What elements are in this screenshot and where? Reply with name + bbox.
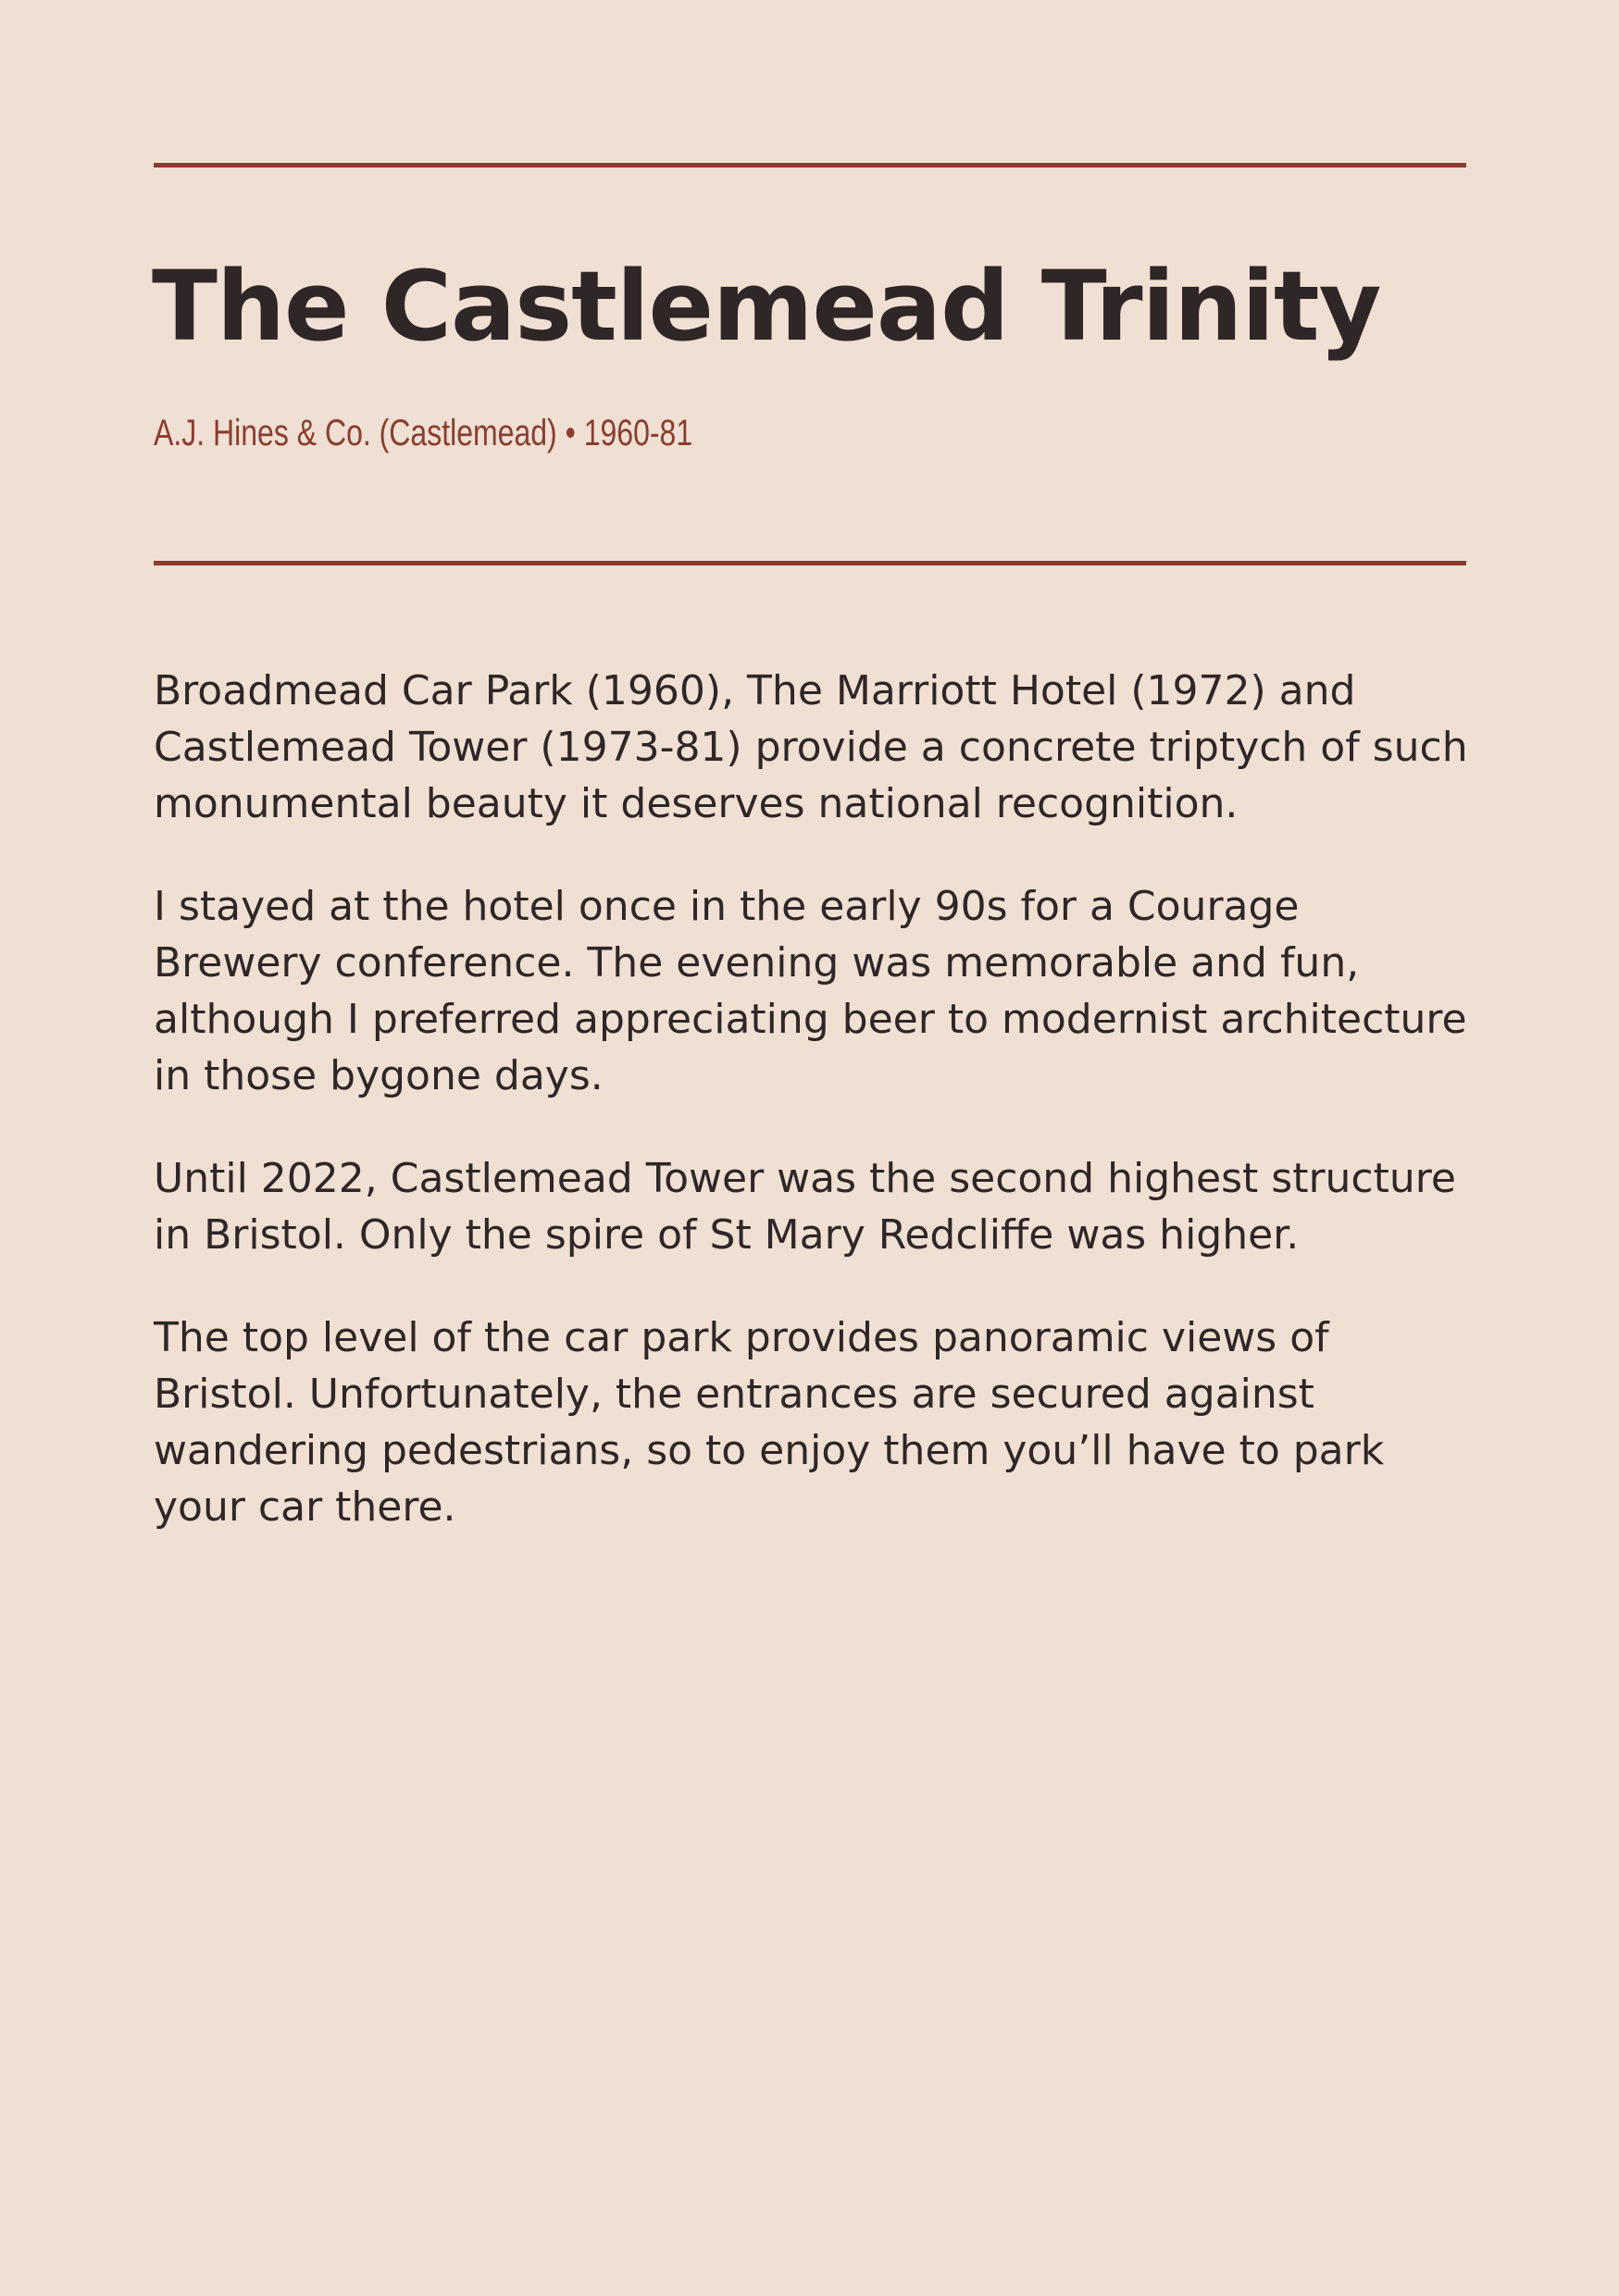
paragraph: Broadmead Car Park (1960), The Marriott Hotel (1972) and Castlemead Tower (1973-81) provide a concrete triptych of such monumental beauty it deserves national recognition.	[154, 667, 1468, 827]
page-title: The Castlemead Trinity	[152, 250, 1381, 363]
top-divider	[154, 163, 1466, 168]
bottom-divider	[154, 561, 1466, 565]
paragraph: I stayed at the hotel once in the early 90s for a Courage Brewery conference. The evening was memorable and fun, although I preferred appreciating beer to modernist architecture in those bygone days.	[154, 883, 1467, 1099]
page-subtitle: A.J. Hines & Co. (Castlemead) • 1960-81	[154, 413, 693, 453]
body-text	[154, 663, 1468, 1582]
paragraph: Until 2022, Castlemead Tower was the second highest structure in Bristol. Only the spire of St Mary Redcliffe was higher.	[154, 1155, 1456, 1259]
paragraph: The top level of the car park provides panoramic views of Bristol. Unfortunately, the entrances are secured against wandering pedestrians, so to enjoy them you’ll have to park your car there.	[154, 1314, 1385, 1531]
